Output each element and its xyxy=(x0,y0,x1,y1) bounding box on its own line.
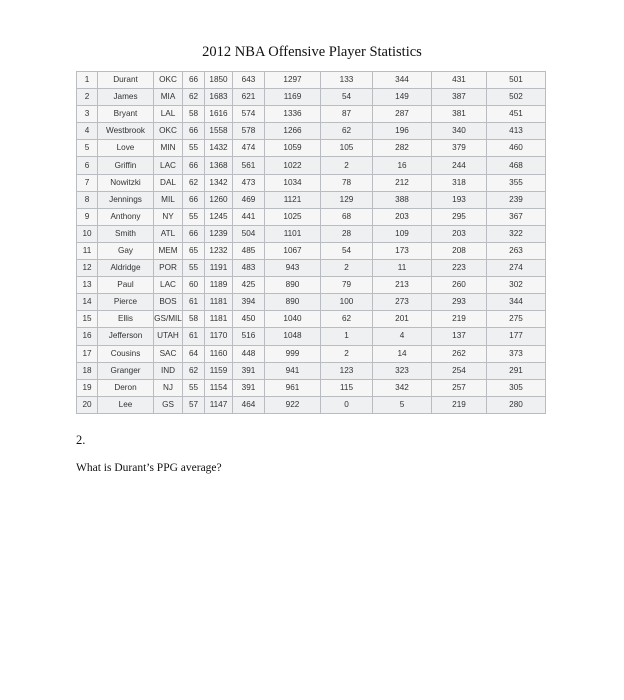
table-cell: 1025 xyxy=(265,208,321,225)
table-cell: 1297 xyxy=(265,72,321,89)
table-cell: 1040 xyxy=(265,311,321,328)
table-cell: 12 xyxy=(77,260,98,277)
table-cell: Griffin xyxy=(98,157,154,174)
table-cell: 302 xyxy=(487,277,546,294)
table-cell: Jefferson xyxy=(98,328,154,345)
table-cell: 55 xyxy=(183,260,205,277)
table-row xyxy=(77,208,546,225)
table-cell: 943 xyxy=(265,260,321,277)
stats-table xyxy=(76,71,546,414)
table-cell: 578 xyxy=(233,123,265,140)
table-cell: 961 xyxy=(265,379,321,396)
table-cell: 2 xyxy=(321,260,373,277)
table-cell: 1059 xyxy=(265,140,321,157)
table-row xyxy=(77,72,546,89)
table-row xyxy=(77,225,546,242)
table-cell: 137 xyxy=(432,328,487,345)
table-cell: 1154 xyxy=(205,379,233,396)
table-cell: 62 xyxy=(183,362,205,379)
table-cell: 1101 xyxy=(265,225,321,242)
table-cell: 355 xyxy=(487,174,546,191)
table-cell: 561 xyxy=(233,157,265,174)
table-cell: 173 xyxy=(373,242,432,259)
table-cell: GS/MIL xyxy=(154,311,183,328)
table-cell: DAL xyxy=(154,174,183,191)
table-cell: 516 xyxy=(233,328,265,345)
table-cell: 87 xyxy=(321,106,373,123)
table-cell: 109 xyxy=(373,225,432,242)
table-cell: 201 xyxy=(373,311,432,328)
table-cell: 282 xyxy=(373,140,432,157)
table-cell: 203 xyxy=(432,225,487,242)
table-cell: 8 xyxy=(77,191,98,208)
table-cell: 66 xyxy=(183,72,205,89)
table-cell: IND xyxy=(154,362,183,379)
table-cell: Pierce xyxy=(98,294,154,311)
table-cell: 1170 xyxy=(205,328,233,345)
table-cell: 66 xyxy=(183,123,205,140)
table-cell: 3 xyxy=(77,106,98,123)
table-cell: 2 xyxy=(321,157,373,174)
table-cell: 244 xyxy=(432,157,487,174)
table-cell: GS xyxy=(154,396,183,413)
table-cell: 1368 xyxy=(205,157,233,174)
table-cell: 193 xyxy=(432,191,487,208)
table-cell: 58 xyxy=(183,311,205,328)
table-cell: 441 xyxy=(233,208,265,225)
table-row xyxy=(77,328,546,345)
table-cell: 62 xyxy=(183,89,205,106)
table-cell: 19 xyxy=(77,379,98,396)
table-cell: LAC xyxy=(154,277,183,294)
table-cell: James xyxy=(98,89,154,106)
table-cell: 387 xyxy=(432,89,487,106)
table-cell: Ellis xyxy=(98,311,154,328)
table-cell: Durant xyxy=(98,72,154,89)
table-cell: 0 xyxy=(321,396,373,413)
table-cell: 340 xyxy=(432,123,487,140)
table-cell: 4 xyxy=(77,123,98,140)
table-cell: 2 xyxy=(321,345,373,362)
table-row xyxy=(77,277,546,294)
table-cell: 257 xyxy=(432,379,487,396)
table-cell: 469 xyxy=(233,191,265,208)
table-cell: Deron xyxy=(98,379,154,396)
table-cell: 448 xyxy=(233,345,265,362)
table-cell: 1342 xyxy=(205,174,233,191)
table-cell: SAC xyxy=(154,345,183,362)
table-cell: 367 xyxy=(487,208,546,225)
table-cell: 293 xyxy=(432,294,487,311)
question-number: 2. xyxy=(76,433,86,447)
table-cell: 381 xyxy=(432,106,487,123)
table-cell: 1266 xyxy=(265,123,321,140)
table-row xyxy=(77,123,546,140)
table-cell: MIA xyxy=(154,89,183,106)
table-cell: 196 xyxy=(373,123,432,140)
table-cell: 1169 xyxy=(265,89,321,106)
table-cell: Gay xyxy=(98,242,154,259)
table-cell: 621 xyxy=(233,89,265,106)
table-row xyxy=(77,191,546,208)
table-cell: 502 xyxy=(487,89,546,106)
table-cell: 999 xyxy=(265,345,321,362)
table-cell: 431 xyxy=(432,72,487,89)
table-cell: BOS xyxy=(154,294,183,311)
table-cell: 922 xyxy=(265,396,321,413)
table-cell: MIN xyxy=(154,140,183,157)
table-cell: 483 xyxy=(233,260,265,277)
table-cell: 460 xyxy=(487,140,546,157)
table-cell: 344 xyxy=(487,294,546,311)
table-cell: 11 xyxy=(373,260,432,277)
table-cell: LAL xyxy=(154,106,183,123)
table-cell: 485 xyxy=(233,242,265,259)
table-cell: 62 xyxy=(321,311,373,328)
table-cell: 65 xyxy=(183,242,205,259)
table-cell: 213 xyxy=(373,277,432,294)
table-cell: 15 xyxy=(77,311,98,328)
table-cell: 1245 xyxy=(205,208,233,225)
table-cell: 58 xyxy=(183,106,205,123)
table-cell: 203 xyxy=(373,208,432,225)
table-cell: 260 xyxy=(432,277,487,294)
table-cell: 78 xyxy=(321,174,373,191)
table-cell: 574 xyxy=(233,106,265,123)
table-cell: Smith xyxy=(98,225,154,242)
table-cell: Nowitzki xyxy=(98,174,154,191)
table-cell: 20 xyxy=(77,396,98,413)
table-cell: 263 xyxy=(487,242,546,259)
table-cell: 60 xyxy=(183,277,205,294)
table-cell: 1850 xyxy=(205,72,233,89)
table-cell: ATL xyxy=(154,225,183,242)
table-cell: 1181 xyxy=(205,294,233,311)
table-cell: 6 xyxy=(77,157,98,174)
table-cell: 1048 xyxy=(265,328,321,345)
table-cell: 7 xyxy=(77,174,98,191)
table-cell: NY xyxy=(154,208,183,225)
table-cell: 643 xyxy=(233,72,265,89)
table-cell: OKC xyxy=(154,123,183,140)
table-cell: 123 xyxy=(321,362,373,379)
table-cell: 941 xyxy=(265,362,321,379)
table-row xyxy=(77,157,546,174)
table-cell: 501 xyxy=(487,72,546,89)
table-cell: Paul xyxy=(98,277,154,294)
table-cell: 66 xyxy=(183,191,205,208)
table-cell: 9 xyxy=(77,208,98,225)
table-cell: 287 xyxy=(373,106,432,123)
table-cell: 379 xyxy=(432,140,487,157)
table-cell: 391 xyxy=(233,362,265,379)
table-cell: 14 xyxy=(77,294,98,311)
table-cell: 1239 xyxy=(205,225,233,242)
table-row xyxy=(77,345,546,362)
table-cell: 212 xyxy=(373,174,432,191)
table-row xyxy=(77,89,546,106)
table-cell: 4 xyxy=(373,328,432,345)
question-text: What is Durant’s PPG average? xyxy=(76,462,222,474)
table-cell: Granger xyxy=(98,362,154,379)
table-cell: 105 xyxy=(321,140,373,157)
table-cell: 55 xyxy=(183,379,205,396)
table-row xyxy=(77,362,546,379)
table-cell: 1159 xyxy=(205,362,233,379)
table-cell: 468 xyxy=(487,157,546,174)
table-cell: 61 xyxy=(183,328,205,345)
table-cell: 295 xyxy=(432,208,487,225)
table-cell: 1022 xyxy=(265,157,321,174)
table-cell: 2 xyxy=(77,89,98,106)
table-cell: 129 xyxy=(321,191,373,208)
table-cell: Bryant xyxy=(98,106,154,123)
table-row xyxy=(77,106,546,123)
table-cell: 79 xyxy=(321,277,373,294)
table-cell: Love xyxy=(98,140,154,157)
table-cell: 100 xyxy=(321,294,373,311)
table-cell: 373 xyxy=(487,345,546,362)
table-cell: 62 xyxy=(321,123,373,140)
table-cell: 133 xyxy=(321,72,373,89)
table-cell: 1616 xyxy=(205,106,233,123)
table-cell: 1 xyxy=(77,72,98,89)
table-cell: 1034 xyxy=(265,174,321,191)
table-cell: 291 xyxy=(487,362,546,379)
table-cell: 425 xyxy=(233,277,265,294)
table-cell: 342 xyxy=(373,379,432,396)
table-cell: Anthony xyxy=(98,208,154,225)
table-cell: 1160 xyxy=(205,345,233,362)
table-cell: 1683 xyxy=(205,89,233,106)
table-cell: 391 xyxy=(233,379,265,396)
table-row xyxy=(77,396,546,413)
table-cell: 274 xyxy=(487,260,546,277)
table-cell: 1121 xyxy=(265,191,321,208)
table-cell: 66 xyxy=(183,225,205,242)
table-cell: 17 xyxy=(77,345,98,362)
table-cell: 115 xyxy=(321,379,373,396)
table-cell: 54 xyxy=(321,89,373,106)
table-cell: 219 xyxy=(432,396,487,413)
table-cell: POR xyxy=(154,260,183,277)
table-row xyxy=(77,242,546,259)
table-cell: 61 xyxy=(183,294,205,311)
table-cell: 10 xyxy=(77,225,98,242)
table-cell: 474 xyxy=(233,140,265,157)
table-cell: 344 xyxy=(373,72,432,89)
table-cell: 305 xyxy=(487,379,546,396)
table-cell: 5 xyxy=(77,140,98,157)
table-row xyxy=(77,311,546,328)
table-cell: 1067 xyxy=(265,242,321,259)
table-cell: 1191 xyxy=(205,260,233,277)
table-cell: MIL xyxy=(154,191,183,208)
table-cell: 5 xyxy=(373,396,432,413)
table-cell: 273 xyxy=(373,294,432,311)
table-cell: 464 xyxy=(233,396,265,413)
table-cell: NJ xyxy=(154,379,183,396)
table-cell: MEM xyxy=(154,242,183,259)
table-cell: 14 xyxy=(373,345,432,362)
table-cell: 1181 xyxy=(205,311,233,328)
table-cell: 890 xyxy=(265,294,321,311)
table-cell: 451 xyxy=(487,106,546,123)
table-row xyxy=(77,294,546,311)
table-cell: 1432 xyxy=(205,140,233,157)
table-cell: 254 xyxy=(432,362,487,379)
table-cell: Westbrook xyxy=(98,123,154,140)
table-cell: Lee xyxy=(98,396,154,413)
table-cell: 450 xyxy=(233,311,265,328)
table-cell: 11 xyxy=(77,242,98,259)
table-row xyxy=(77,260,546,277)
table-cell: 323 xyxy=(373,362,432,379)
table-cell: 66 xyxy=(183,157,205,174)
table-cell: OKC xyxy=(154,72,183,89)
table-cell: 262 xyxy=(432,345,487,362)
table-row xyxy=(77,174,546,191)
table-cell: 1147 xyxy=(205,396,233,413)
table-cell: Cousins xyxy=(98,345,154,362)
table-cell: 149 xyxy=(373,89,432,106)
table-cell: 54 xyxy=(321,242,373,259)
table-cell: Aldridge xyxy=(98,260,154,277)
table-cell: 239 xyxy=(487,191,546,208)
table-cell: 16 xyxy=(373,157,432,174)
table-cell: 57 xyxy=(183,396,205,413)
table-cell: 1 xyxy=(321,328,373,345)
table-cell: 1260 xyxy=(205,191,233,208)
table-cell: LAC xyxy=(154,157,183,174)
table-cell: 1558 xyxy=(205,123,233,140)
table-cell: 504 xyxy=(233,225,265,242)
table-cell: 68 xyxy=(321,208,373,225)
table-cell: 280 xyxy=(487,396,546,413)
table-cell: Jennings xyxy=(98,191,154,208)
table-cell: 322 xyxy=(487,225,546,242)
table-cell: 18 xyxy=(77,362,98,379)
table-cell: 177 xyxy=(487,328,546,345)
table-cell: 890 xyxy=(265,277,321,294)
table-cell: 413 xyxy=(487,123,546,140)
table-cell: 318 xyxy=(432,174,487,191)
table-row xyxy=(77,140,546,157)
table-cell: 219 xyxy=(432,311,487,328)
table-cell: 1336 xyxy=(265,106,321,123)
page-title: 2012 NBA Offensive Player Statistics xyxy=(202,44,422,60)
table-cell: 208 xyxy=(432,242,487,259)
table-cell: UTAH xyxy=(154,328,183,345)
table-row xyxy=(77,379,546,396)
table-cell: 388 xyxy=(373,191,432,208)
table-cell: 55 xyxy=(183,140,205,157)
table-cell: 1232 xyxy=(205,242,233,259)
table-cell: 28 xyxy=(321,225,373,242)
table-cell: 64 xyxy=(183,345,205,362)
table-cell: 223 xyxy=(432,260,487,277)
table-cell: 1189 xyxy=(205,277,233,294)
table-cell: 473 xyxy=(233,174,265,191)
table-cell: 275 xyxy=(487,311,546,328)
table-cell: 16 xyxy=(77,328,98,345)
table-cell: 394 xyxy=(233,294,265,311)
table-cell: 55 xyxy=(183,208,205,225)
table-cell: 62 xyxy=(183,174,205,191)
table-cell: 13 xyxy=(77,277,98,294)
